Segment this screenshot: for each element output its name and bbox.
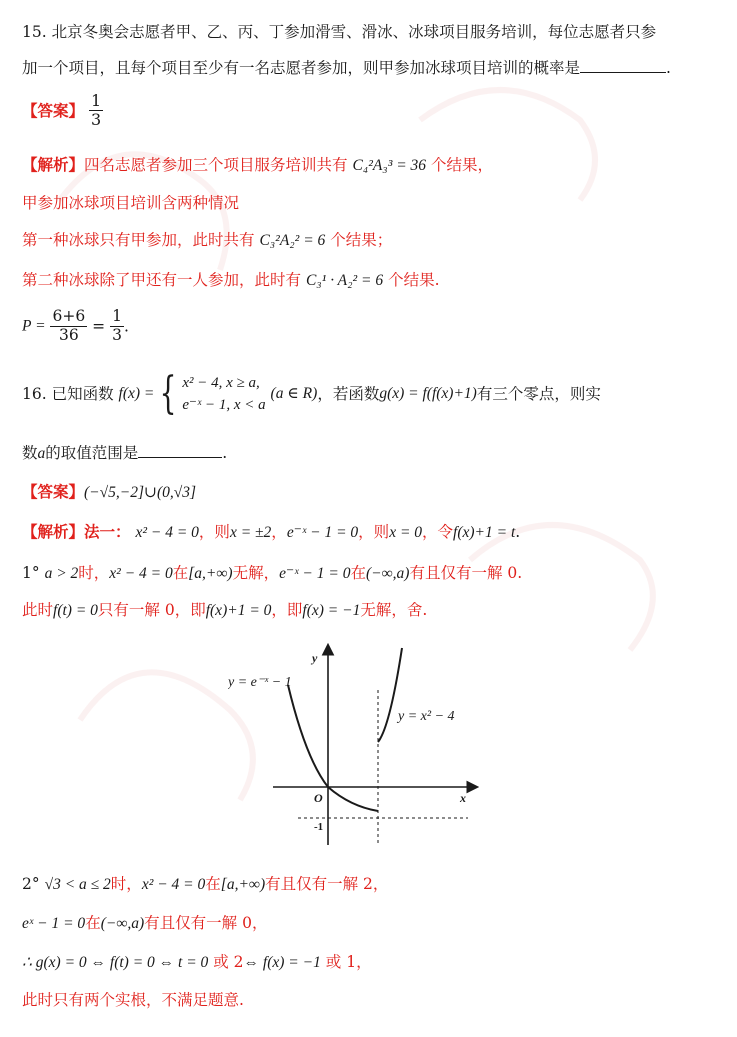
q15-number: 15. [22,23,47,41]
q16-c1-t5: 有且仅有一解 0. [409,564,523,582]
q16-method: 法一： [84,522,131,541]
q16-number: 16. [22,385,47,403]
q15-analysis-text-3a: 第一种冰球只有甲参加，此时共有 [22,231,255,249]
q16-c2-t1: 时， [110,875,142,893]
q16-answer-tag: 【答案】 [22,482,85,501]
q16-stem-line2-a: 数 [22,444,38,462]
q15-answer-row [22,92,103,130]
q16-c2-m3: [a,+∞) [220,876,266,893]
q16-c1-m5: (−∞,a) [365,565,410,582]
q16-answer-row [22,482,196,503]
q16-case1-line2 [22,600,427,621]
q16-c1-t1: 时， [78,564,110,582]
q16-stem-line2-b: 的取值范围是 [45,444,139,462]
q16-c2c-t1: 或 2 [213,953,244,971]
label-tick-neg1: -1 [314,821,324,833]
q16-a1-t1: ，则 [198,523,230,541]
q15-analysis-math-4: C₃¹ · A₂² = 6 [305,272,384,289]
q16-a1-m1: x² − 4 = 0 [135,524,199,541]
q16-stem-c: 有三个零点，则实 [476,385,601,403]
q16-a1-t2: ， [271,523,287,541]
q16-case1-line1 [22,563,522,584]
q16-c2b-m2: (−∞,a) [100,915,145,932]
q16-c1b-t3: ，即 [271,601,303,619]
q15-analysis-text-4a: 第二种冰球除了甲还有一人参加，此时有 [22,271,302,289]
q15-analysis-tag: 【解析】 [22,155,85,174]
q16-case2-line4: 此时只有两个实根，不满足题意. [22,991,244,1009]
q15-p-fraction-2 [110,308,124,345]
q16-c2c-m1: ∴ g(x) = 0 ⇔ f(t) = 0 ⇔ t = 0 [22,954,209,971]
q16-answer: (−√5,−2]∪(0,√3] [84,484,197,501]
q16-stem-a: 已知函数 [51,385,114,403]
q16-a1-m3: e⁻ˣ − 1 = 0 [286,524,359,541]
q16-domain: (a ∈ R) [270,385,318,402]
q15-analysis-text-1a: 四名志愿者参加三个项目服务培训共有 [84,156,348,174]
q16-brace: { [159,368,177,419]
q16-c2-t2: 在 [205,875,221,893]
q16-c1b-t2: 只有一解 0，即 [97,601,206,619]
q16-c1b-m1: f(t) = 0 [53,602,98,619]
q16-stem-line2 [22,443,227,464]
q16-g-def: g(x) = f(f(x)+1) [379,385,477,402]
q16-c1b-t4: 无解，舍. [360,601,428,619]
q16-c2-label: 2° [22,875,40,893]
q16-stem-line1 [22,368,601,419]
q16-piece2: e⁻ˣ − 1, x < a [182,397,266,413]
q15-answer-denominator: 3 [90,110,102,130]
q16-f-lhs: f(x) = [118,385,155,402]
q15-probability-row [22,308,129,345]
q15-analysis-line4 [22,270,440,291]
q16-c2-m2: x² − 4 = 0 [141,876,206,893]
q15-analysis-line1 [22,155,493,176]
q16-c2b-t2: 有且仅有一解 0， [144,914,268,932]
q16-case2-line3 [22,952,372,973]
q16-piece1: x² − 4, x ≥ a, [182,375,260,391]
label-x-axis: x [460,791,466,805]
function-graph [228,640,488,850]
q16-a1-m4: x = 0 [389,524,423,541]
label-y-axis: y [312,651,318,665]
q16-answer-blank [138,443,222,458]
q16-analysis-tag: 【解析】 [22,522,85,541]
q16-stem-b: ，若函数 [317,385,380,403]
q16-c1-m2: x² − 4 = 0 [109,565,173,582]
q16-a1-m5: f(x)+1 = t [453,524,516,541]
q15-p-num2: 1 [112,307,122,325]
q15-answer-blank [580,58,666,73]
q16-c1-t4: 在 [350,564,366,582]
q15-p-fraction-1 [50,308,87,345]
q15-analysis-text-4b: 个结果. [388,271,440,289]
q15-analysis-text-1b: 个结果， [431,156,494,174]
q16-analysis-line1 [22,522,520,543]
q16-c1-m4: e⁻ˣ − 1 = 0 [279,565,351,582]
q16-c2c-t2: 或 1， [325,953,372,971]
q15-stem-line1 [22,22,656,42]
q16-c2b-t1: 在 [85,914,101,932]
q16-c1-m1: a > 2 [44,565,79,582]
q15-stem-end: . [666,59,671,77]
q15-answer-tag: 【答案】 [22,100,85,120]
q15-p-end: . [123,317,129,336]
q16-c1-t3: 无解， [232,564,280,582]
curve-exp [288,685,378,811]
q16-piecewise [182,372,265,416]
q16-c1b-m3: f(x) = −1 [302,602,361,619]
q16-c2c-m2: ⇔ f(x) = −1 [243,954,321,971]
q15-analysis-math-3: C₃²A₂² = 6 [259,232,326,249]
q15-p-lhs: P = [22,317,46,335]
q16-c2b-m1: eˣ − 1 = 0 [22,915,86,932]
q15-stem-line2 [22,58,671,78]
label-exp-curve: y = e⁻ˣ − 1 [228,675,292,690]
q16-c1-t2: 在 [172,564,189,582]
q15-analysis-math-1: C₄²A₃³ = 36 [352,157,427,174]
q16-stem-var-a: a [37,445,46,462]
q15-p-eq: = [92,317,106,336]
q15-p-den2: 3 [112,325,122,344]
q15-p-num1: 6+6 [52,307,86,325]
q16-c2-m1: √3 < a ≤ 2 [44,876,111,893]
q16-c1b-t1: 此时 [22,601,54,619]
q15-stem-text-2: 加一个项目，且每个项目至少有一名志愿者参加，则甲参加冰球项目培训的概率是 [22,59,581,77]
q15-analysis-line2: 甲参加冰球项目培训含两种情况 [22,194,240,212]
q15-stem-text-1: 北京冬奥会志愿者甲、乙、丙、丁参加滑雪、滑冰、冰球项目服务培训，每位志愿者只参 [51,23,657,41]
curve-parabola [378,648,402,742]
q16-c2-t3: 有且仅有一解 2， [265,875,389,893]
q15-analysis-text-3b: 个结果； [330,231,393,249]
q16-a1-t3: ，则 [358,523,390,541]
q15-answer-fraction [89,92,103,130]
q15-analysis-line3 [22,230,392,251]
q16-c1b-m2: f(x)+1 = 0 [205,602,272,619]
q16-a1-m2: x = ±2 [229,524,272,541]
label-origin: O [314,791,323,805]
q16-c1-m3: [a,+∞) [188,565,233,582]
q16-a1-t4: ，令 [422,523,454,541]
q16-stem-end: . [222,444,228,462]
q16-a1-t5: . [515,523,521,541]
q15-p-den1: 36 [58,325,79,344]
q16-case2-line2 [22,913,267,934]
q15-answer-numerator: 1 [90,91,102,110]
q16-c1-label: 1° [22,564,40,582]
q16-case2-line1 [22,874,388,895]
label-parabola: y = x² − 4 [398,709,455,724]
